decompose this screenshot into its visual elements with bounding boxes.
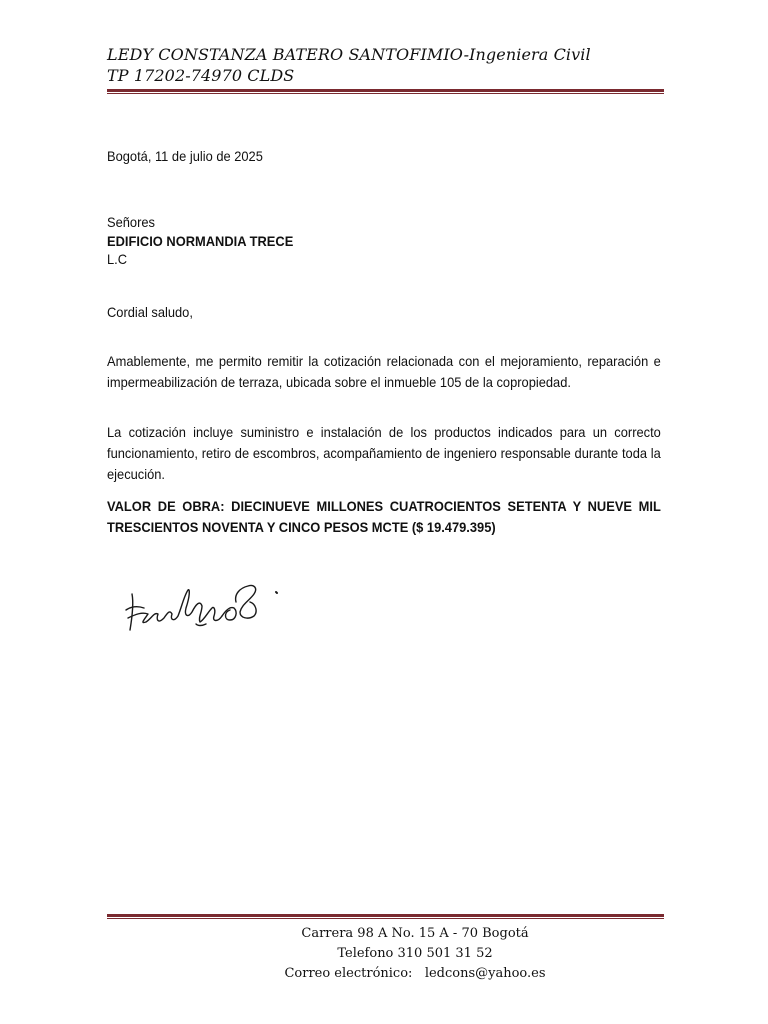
paragraph-quotation: Amablemente, me permito remitir la cotización relacionada con el mejoramiento, reparación e impermeabilización de terraza, ubicada sobre el inmueble 105 de la copropiedad. [107, 353, 661, 390]
letter-date: Bogotá, 11 de julio de 2025 [107, 148, 263, 164]
letterhead [107, 44, 667, 86]
recipient-name: EDIFICIO NORMANDIA TRECE [107, 233, 294, 249]
header-divider [107, 89, 664, 94]
salutation-to: Señores [107, 214, 155, 230]
footer-divider [107, 914, 664, 919]
engineer-name-title: LEDY CONSTANZA BATERO SANTOFIMIO-Ingeniera Civil [107, 45, 591, 64]
recipient-city: L.C [107, 251, 128, 267]
footer-address: Carrera 98 A No. 15 A - 70 Bogotá [301, 926, 529, 941]
professional-card-number: TP 17202-74970 CLDS [107, 66, 295, 85]
handwritten-signature [118, 560, 298, 645]
footer-contact [250, 924, 580, 984]
paragraph-scope: La cotización incluye suministro e instalación de los productos indicados para un correcto funcionamiento, retiro de escombros, acompañamiento de ingeniero responsable durante toda la ejecución. [107, 424, 661, 482]
footer-phone: Telefono 310 501 31 52 [337, 946, 493, 961]
contract-value: VALOR DE OBRA: DIECINUEVE MILLONES CUATROCIENTOS SETENTA Y NUEVE MIL TRESCIENTOS NOVENTA Y CINCO PESOS MCTE ($ 19.479.395) [107, 498, 661, 535]
greeting: Cordial saludo, [107, 304, 193, 320]
footer-email: Correo electrónico: ledcons@yahoo.es [284, 966, 546, 981]
signature-image [118, 560, 298, 640]
